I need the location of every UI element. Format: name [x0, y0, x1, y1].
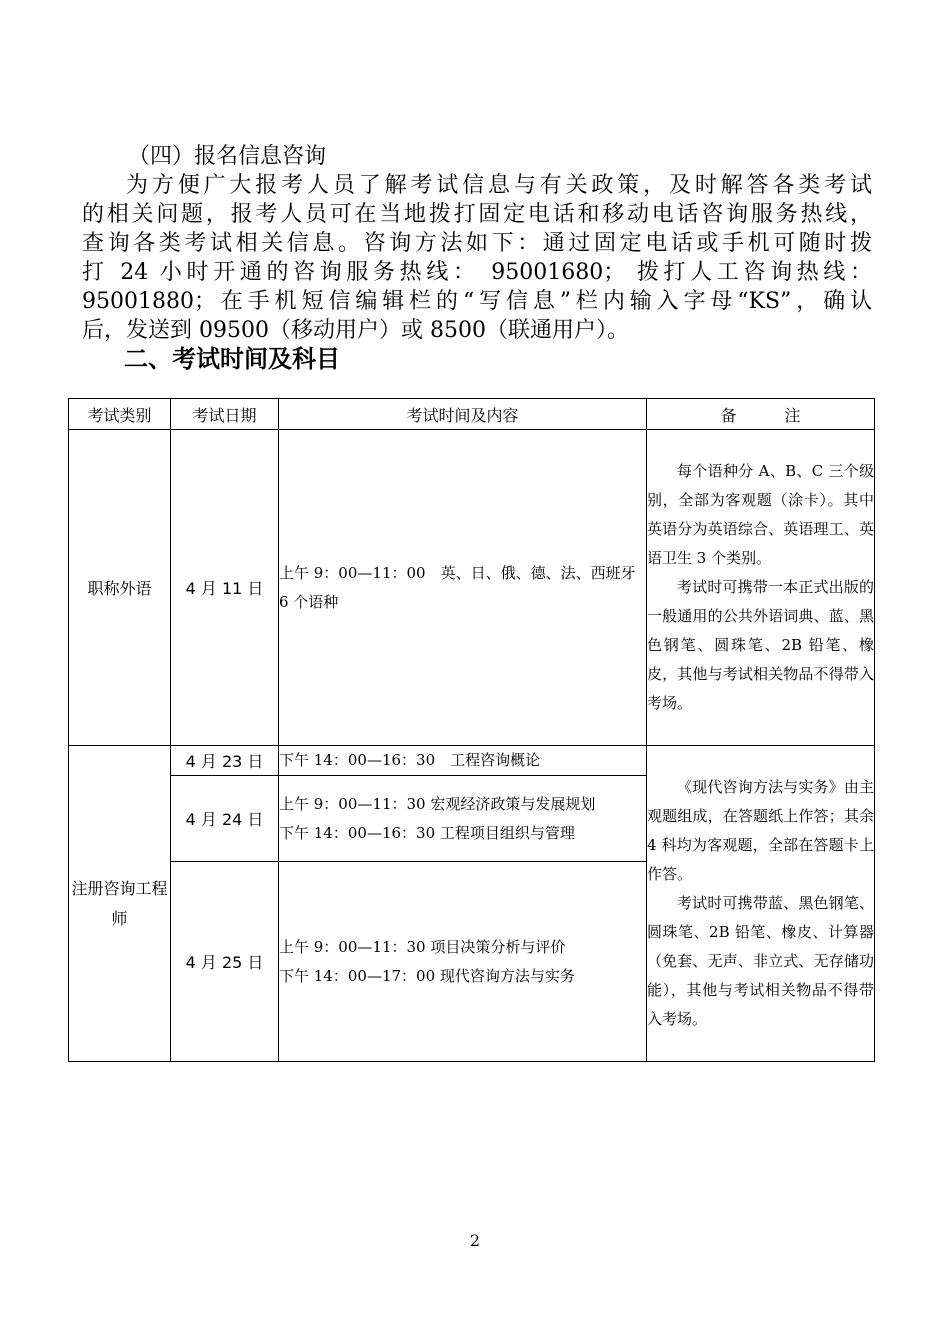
note-paragraph: 《现代咨询方法与实务》由主观题组成，在答题纸上作答；其余 4 科均为客观题，全部在答题卡上作答。: [647, 778, 874, 883]
section-4: [82, 142, 872, 345]
exam-category-cell: 职称外语: [69, 430, 171, 746]
exam-content-cell: [279, 862, 647, 1062]
note-paragraph: 考试时可携带蓝、黑色钢笔、圆珠笔、2B 铅笔、橡皮、计算器（免套、无声、非立式、无存储功能），其他与考试相关物品不得带入考场。: [647, 894, 874, 1028]
table-row: [69, 746, 875, 776]
paragraph-line: 的相关问题，报考人员可在当地拨打固定电话和移动电话咨询服务热线，: [82, 202, 872, 227]
exam-content-cell: [279, 776, 647, 862]
content-line: 下午 14：00—16：30 工程项目组织与管理: [279, 823, 575, 842]
paragraph-line: 打 24 小时开通的咨询服务热线： 95001680； 拨打人工咨询热线：: [82, 260, 872, 285]
exam-content-cell: [279, 746, 647, 776]
content-line: 上午 9：00—11：30 宏观经济政策与发展规划: [279, 794, 596, 813]
exam-date-cell: 4 月 11 日: [171, 430, 279, 746]
note-paragraph: 考试时可携带一本正式出版的一般通用的公共外语词典、蓝、黑色钢笔、圆珠笔、2B 铅笔、橡皮，其他与考试相关物品不得带入考场。: [647, 578, 874, 712]
exam-category-cell: 注册咨询工程师: [69, 746, 171, 1062]
exam-note-cell: [647, 430, 875, 746]
exam-date-cell: 4 月 25 日: [171, 862, 279, 1062]
paragraph-line: 为方便广大报考人员了解考试信息与有关政策，及时解答各类考试: [126, 173, 872, 198]
section-2-heading: 二、考试时间及科目: [124, 345, 340, 373]
content-line: 下午 14：00—17：00 现代咨询方法与实务: [279, 966, 575, 985]
content-line: 下午 14：00—16：30 工程咨询概论: [279, 751, 541, 769]
table-row: [69, 430, 875, 746]
header-category: 考试类别: [69, 399, 171, 430]
paragraph-line: 查询各类考试相关信息。咨询方法如下：通过固定电话或手机可随时拨: [82, 231, 872, 256]
exam-content-cell: 上午 9：00—11：00 英、日、俄、德、法、西班牙 6 个语种: [279, 430, 647, 746]
section-4-title: （四）报名信息咨询: [128, 144, 327, 169]
note-paragraph: 每个语种分 A、B、C 三个级别，全部为客观题（涂卡）。其中英语分为英语综合、英语理工、英语卫生 3 个类别。: [647, 462, 874, 567]
page-number: 2: [469, 1231, 481, 1250]
content-line: 上午 9：00—11：30 项目决策分析与评价: [279, 937, 566, 956]
table-header-row: [69, 399, 875, 430]
exam-schedule-table: [68, 398, 875, 1062]
paragraph-line: 后，发送到 09500（移动用户）或 8500（联通用户）。: [82, 318, 629, 343]
exam-date-cell: 4 月 24 日: [171, 776, 279, 862]
exam-note-cell: [647, 746, 875, 1062]
exam-date-cell: 4 月 23 日: [171, 746, 279, 776]
header-note: 备 注: [647, 399, 875, 430]
paragraph-line: 95001880；在手机短信编辑栏的“写信息”栏内输入字母“KS”，确认: [82, 289, 872, 314]
header-date: 考试日期: [171, 399, 279, 430]
header-content: 考试时间及内容: [279, 399, 647, 430]
